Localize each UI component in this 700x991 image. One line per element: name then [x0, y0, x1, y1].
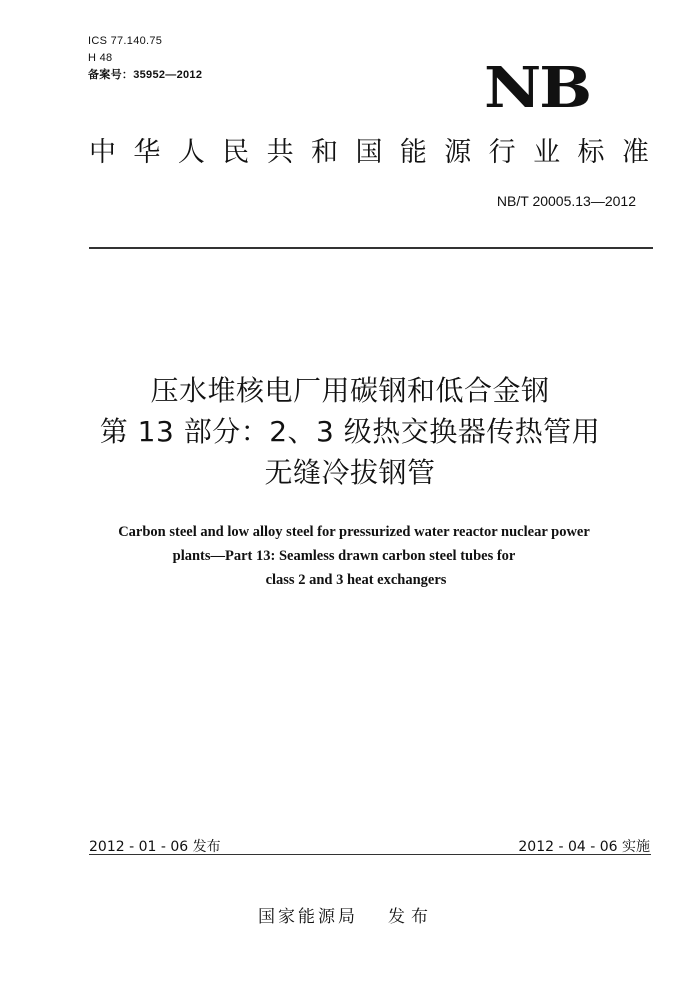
standard-type-char: 共 — [266, 137, 294, 168]
issue-date: 2012 - 01 - 06 发布 — [89, 839, 221, 855]
chinese-title — [0, 370, 700, 493]
publisher-action: 发布 — [388, 907, 434, 927]
standard-type-char: 能 — [399, 137, 427, 168]
standard-type-char: 准 — [621, 137, 649, 168]
standard-code: NB/T 20005.13—2012 — [496, 193, 636, 209]
nb-logo: NB — [484, 55, 590, 121]
footer-divider — [89, 854, 651, 855]
effective-date: 2012 - 04 - 06 实施 — [518, 839, 650, 855]
standard-type-char: 华 — [133, 137, 161, 168]
header-divider — [89, 247, 653, 249]
standard-type-char: 人 — [177, 137, 205, 168]
standard-type-title — [89, 136, 649, 170]
standard-type-char: 中 — [89, 137, 116, 168]
standard-type-char: 民 — [222, 137, 250, 168]
standard-type-char: 源 — [444, 137, 472, 168]
chinese-title-line-2: 第 13 部分：2、3 级热交换器传热管用 — [99, 415, 601, 448]
english-title — [0, 520, 700, 592]
chinese-title-line-3: 无缝冷拔钢管 — [264, 456, 436, 489]
chinese-title-line-1: 压水堆核电厂用碳钢和低合金钢 — [150, 374, 550, 407]
ics-code: ICS 77.140.75 — [88, 35, 163, 47]
english-title-line-2: plants—Part 13: Seamless drawn carbon steel tubes for — [172, 548, 516, 564]
registration-number: 备案号：35952—2012 — [88, 69, 203, 81]
standard-type-char: 业 — [533, 137, 561, 168]
english-title-line-3: class 2 and 3 heat exchangers — [265, 572, 447, 588]
publisher-name: 国家能源局 — [258, 907, 358, 927]
english-title-line-1: Carbon steel and low alloy steel for pressurized water reactor nuclear power — [118, 524, 590, 540]
standard-type-char: 标 — [577, 137, 605, 168]
standard-type-char: 行 — [488, 137, 516, 168]
classification-code: H 48 — [88, 52, 113, 64]
standard-type-char: 和 — [311, 137, 339, 168]
publisher-line — [258, 902, 434, 927]
standard-type-char: 国 — [355, 137, 383, 168]
document-meta — [88, 33, 202, 84]
